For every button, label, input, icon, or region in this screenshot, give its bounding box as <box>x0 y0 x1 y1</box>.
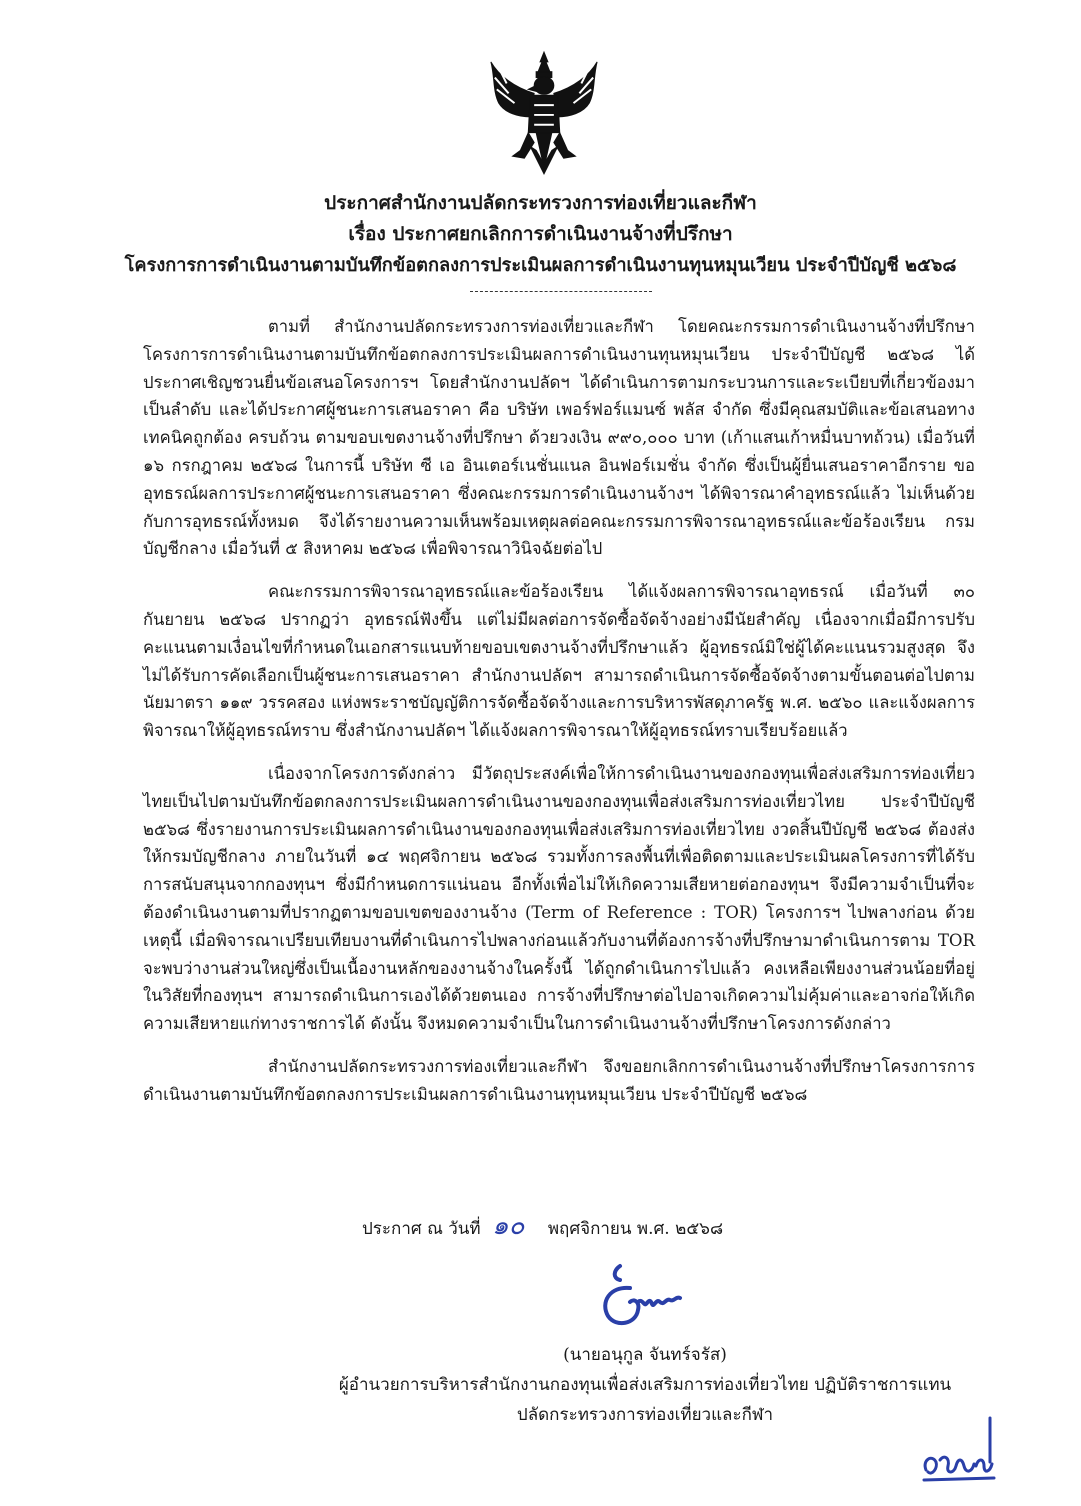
paragraph-reason: เนื่องจากโครงการดังกล่าว มีวัตถุประสงค์เพื่อให้การดำเนินงานของกองทุนเพื่อส่งเสริมการท่องเที่ยวไทยเป็นไปตามบันทึกข้อตกลงการประเมินผลการดำเนินงานของกองทุนเพื่อส่งเสริมการท่องเที่ยวไทย ประจำปีบัญชี ๒๕๖๘ ซึ่งรายงานการประเมินผลการดำเนินงานของกองทุนเพื่อส่งเสริมการท่องเที่ยวไทย งวดสิ้นปีบัญชี ๒๕๖๘ ต้องส่งให้กรมบัญชีกลาง ภายในวันที่ ๑๔ พฤศจิกายน ๒๕๖๘ รวมทั้งการลงพื้นที่เพื่อติดตามและประเมินผลโครงการที่ได้รับการสนับสนุนจากกองทุนฯ ซึ่งมีกำหนดการแน่นอน อีกทั้งเพื่อไม่ให้เกิดความเสียหายต่อกองทุนฯ จึงมีความจำเป็นที่จะต้องดำเนินงานตามที่ปรากฏตามขอบเขตของงานจ้าง (Term of Reference : TOR) โครงการฯ ไปพลางก่อน ด้วยเหตุนี้ เมื่อพิจารณาเปรียบเทียบงานที่ดำเนินการไปพลางก่อนแล้วกับงานที่ต้องการจ้างที่ปรึกษามาดำเนินการตาม TOR จะพบว่างานส่วนใหญ่ซึ่งเป็นเนื้องานหลักของงานจ้างในครั้งนี้ ได้ถูกดำเนินการไปแล้ว คงเหลือเพียงงานส่วนน้อยที่อยู่ในวิสัยที่กองทุนฯ สามารถดำเนินการเองได้ด้วยตนเอง การจ้างที่ปรึกษาต่อไปอาจเกิดความไม่คุ้มค่าและอาจก่อให้เกิดความเสียหายแก่ทางราชการได้ ดังนั้น จึงหมดความจำเป็นในการดำเนินงานจ้างที่ปรึกษาโครงการดังกล่าว <box>143 763 975 1034</box>
signer-name: (นายอนุกูล จันทร์จรัส) <box>563 1345 727 1365</box>
handwritten-signature-icon <box>590 1258 690 1338</box>
paragraph-background: ตามที่ สำนักงานปลัดกระทรวงการท่องเที่ยวและกีฬา โดยคณะกรรมการดำเนินงานจ้างที่ปรึกษาโครงการการดำเนินงานตามบันทึกข้อตกลงการประเมินผลการดำเนินงานทุนหมุนเวียน ประจำปีบัญชี ๒๕๖๘ ได้ประกาศเชิญชวนยื่นข้อเสนอโครงการฯ โดยสำนักงานปลัดฯ ได้ดำเนินการตามกระบวนการและระเบียบที่เกี่ยวข้องมาเป็นลำดับ และได้ประกาศผู้ชนะการเสนอราคา คือ บริษัท เพอร์ฟอร์แมนซ์ พลัส จำกัด ซึ่งมีคุณสมบัติและข้อเสนอทางเทคนิคถูกต้อง ครบถ้วน ตามขอบเขตงานจ้างที่ปรึกษา ด้วยวงเงิน ๙๙๐,๐๐๐ บาท (เก้าแสนเก้าหมื่นบาทถ้วน) เมื่อวันที่ ๑๖ กรกฎาคม ๒๕๖๘ ในการนี้ บริษัท ซี เอ อินเตอร์เนชั่นแนล อินฟอร์เมชั่น จำกัด ซึ่งเป็นผู้ยื่นเสนอราคาอีกราย ขออุทธรณ์ผลการประกาศผู้ชนะการเสนอราคา ซึ่งคณะกรรมการดำเนินงานจ้างฯ ได้พิจารณาคำอุทธรณ์แล้ว ไม่เห็นด้วยกับการอุทธรณ์ทั้งหมด จึงได้รายงานความเห็นพร้อมเหตุผลต่อคณะกรรมการพิจารณาอุทธรณ์และข้อร้องเรียน กรมบัญชีกลาง เมื่อวันที่ ๕ สิงหาคม ๒๕๖๘ เพื่อพิจารณาวินิจฉัยต่อไป <box>143 317 975 559</box>
garuda-emblem-icon <box>485 48 603 176</box>
paragraph-appeal-result: คณะกรรมการพิจารณาอุทธรณ์และข้อร้องเรียน ได้แจ้งผลการพิจารณาอุทธรณ์ เมื่อวันที่ ๓๐ กันยายน ๒๕๖๘ ปรากฏว่า อุทธรณ์ฟังขึ้น แต่ไม่มีผลต่อการจัดซื้อจัดจ้างอย่างมีนัยสำคัญ เนื่องจากเมื่อมีการปรับคะแนนตามเงื่อนไขที่กำหนดในเอกสารแนบท้ายขอบเขตงานจ้างที่ปรึกษาแล้ว ผู้อุทธรณ์มิใช่ผู้ได้คะแนนรวมสูงสุด จึงไม่ได้รับการคัดเลือกเป็นผู้ชนะการเสนอราคา สำนักงานปลัดฯ สามารถดำเนินการจัดซื้อจัดจ้างตามขั้นตอนต่อไปตามนัยมาตรา ๑๑๙ วรรคสอง แห่งพระราชบัญญัติการจัดซื้อจัดจ้างและการบริหารพัสดุภาครัฐ พ.ศ. ๒๕๖๐ และแจ้งผลการพิจารณาให้ผู้อุทธรณ์ทราบ ซึ่งสำนักงานปลัดฯ ได้แจ้งผลการพิจารณาให้ผู้อุทธรณ์ทราบเรียบร้อยแล้ว <box>143 582 975 741</box>
date-day-handwritten: ๑๐ <box>492 1211 525 1241</box>
announcement-date <box>362 1205 723 1246</box>
signer-block <box>260 1340 1030 1430</box>
paragraph-cancellation: สำนักงานปลัดกระทรวงการท่องเที่ยวและกีฬา จึงขอยกเลิกการดำเนินงานจ้างที่ปรึกษาโครงการการดำเนินงานตามบันทึกข้อตกลงการประเมินผลการดำเนินงานทุนหมุนเวียน ประจำปีบัญชี ๒๕๖๘ <box>143 1056 975 1104</box>
document-header <box>100 188 981 281</box>
signer-position: ผู้อำนวยการบริหารสำนักงานกองทุนเพื่อส่งเสริมการท่องเที่ยวไทย ปฏิบัติราชการแทน <box>338 1375 952 1395</box>
header-divider <box>470 291 652 292</box>
header-project: โครงการการดำเนินงานตามบันทึกข้อตกลงการประเมินผลการดำเนินงานทุนหมุนเวียน ประจำปีบัญชี ๒๕๖๘ <box>124 255 957 276</box>
date-month-year: พฤศจิกายน พ.ศ. ๒๕๖๘ <box>547 1219 724 1239</box>
header-subject: เรื่อง ประกาศยกเลิกการดำเนินงานจ้างที่ปรึกษา <box>348 223 733 245</box>
document-body <box>143 313 975 1124</box>
header-issuer: ประกาศสำนักงานปลัดกระทรวงการท่องเที่ยวและกีฬา <box>324 192 757 214</box>
date-prefix: ประกาศ ณ วันที่ <box>362 1219 481 1239</box>
signer-position-secondary: ปลัดกระทรวงการท่องเที่ยวและกีฬา <box>516 1405 774 1425</box>
handwritten-initials-icon <box>918 1410 998 1490</box>
